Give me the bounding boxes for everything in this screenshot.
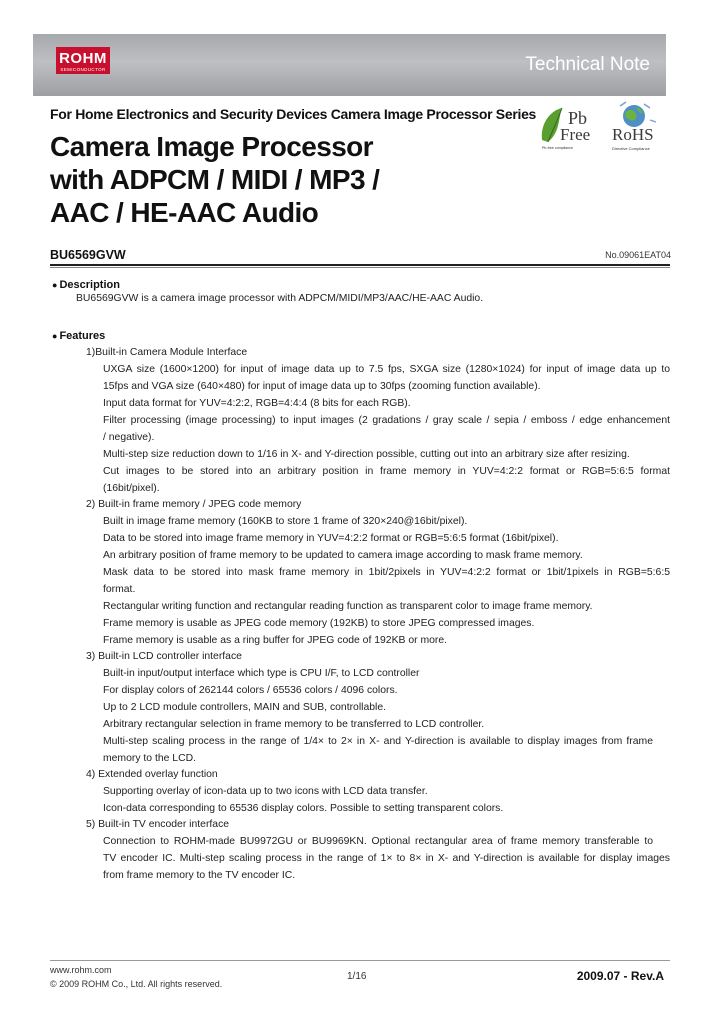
- technical-note-label: Technical Note: [525, 54, 650, 75]
- feature-line: Icon-data corresponding to 65536 display colors. Possible to setting transparent colors.: [103, 803, 504, 814]
- feature-group-2: 2) Built-in frame memory / JPEG code memory: [86, 499, 302, 510]
- feature-line: TV encoder IC. Multi-step scaling process in the range of 1× to 8× in X- and Y-direction is available for display images: [103, 853, 670, 864]
- footer-copyright: © 2009 ROHM Co., Ltd. All rights reserved.: [50, 979, 223, 989]
- feature-line: Filter processing (image processing) to input images (2 gradations / gray scale / sepia / emboss / edge enhancement: [103, 415, 670, 426]
- feature-line: Frame memory is usable as JPEG code memory (192KB) to store JPEG compressed images.: [103, 618, 535, 629]
- rohs-globe-icon: [606, 100, 676, 154]
- feature-line: Multi-step scaling process in the range of 1/4× to 2× in X- and Y-direction is available to display images from frame: [103, 736, 653, 747]
- description-heading: ● Description: [52, 279, 120, 291]
- features-heading: ● Features: [52, 330, 106, 342]
- bullet-icon: ●: [52, 331, 58, 341]
- logo-wordmark: ROHM: [59, 50, 107, 67]
- document-number: No.09061EAT04: [605, 250, 671, 260]
- description-text: BU6569GVW is a camera image processor with ADPCM/MIDI/MP3/AAC/HE-AAC Audio.: [76, 293, 484, 304]
- bullet-icon: ●: [52, 280, 58, 290]
- feature-line: Mask data to be stored into mask frame memory in 1bit/2pixels in YUV=4:2:2 format or 1bit/1pixels in RGB=5:6:5: [103, 567, 670, 578]
- feature-line: format.: [103, 584, 136, 595]
- feature-line: An arbitrary position of frame memory to be updated to camera image according to mask frame memory.: [103, 550, 583, 561]
- feature-line: Built in image frame memory (160KB to store 1 frame of 320×240@16bit/pixel).: [103, 516, 468, 527]
- title-divider-thin: [50, 267, 670, 268]
- feature-line: Up to 2 LCD module controllers, MAIN and SUB, controllable.: [103, 702, 386, 713]
- feature-line: UXGA size (1600×1200) for input of image data up to 7.5 fps, SXGA size (1280×1024) for input of image data up to: [103, 364, 670, 375]
- title-divider: [50, 264, 670, 266]
- feature-group-3: 3) Built-in LCD controller interface: [86, 651, 242, 662]
- rohs-text: RoHS: [612, 125, 654, 144]
- rohs-caption: Directive Compliance: [612, 146, 650, 151]
- feature-line: Cut images to be stored into an arbitrary position in frame memory in YUV=4:2:2 format or RGB=5:6:5 format: [103, 466, 670, 477]
- feature-line: Arbitrary rectangular selection in frame memory to be transferred to LCD controller.: [103, 719, 485, 730]
- feature-group-5: 5) Built-in TV encoder interface: [86, 819, 230, 830]
- feature-line: Input data format for YUV=4:2:2, RGB=4:4:4 (8 bits for each RGB).: [103, 398, 411, 409]
- feature-line: Frame memory is usable as a ring buffer for JPEG code of 192KB or more.: [103, 635, 448, 646]
- pb-caption: Pb-free compliance: [542, 146, 573, 150]
- feature-line: Multi-step size reduction down to 1/16 in X- and Y-direction possible, cutting out into an arbitrary size after resizing.: [103, 449, 630, 460]
- title-line-2: with ADPCM / MIDI / MP3 /: [50, 164, 380, 195]
- feature-group-1: 1)Built-in Camera Module Interface: [86, 347, 248, 358]
- title-line-1: Camera Image Processor: [50, 131, 373, 162]
- feature-line: Data to be stored into image frame memory in YUV=4:2:2 format or RGB=5:6:5 format (16bit/pixel).: [103, 533, 559, 544]
- feature-line: Rectangular writing function and rectangular reading function as transparent color to image frame memory.: [103, 601, 593, 612]
- rohm-logo: [56, 47, 110, 74]
- feature-line: For display colors of 262144 colors / 65536 colors / 4096 colors.: [103, 685, 398, 696]
- feature-line: 15fps and VGA size (640×480) for input of image data up to 30fps (zooming function available).: [103, 381, 541, 392]
- free-text: Free: [560, 125, 591, 144]
- series-heading: For Home Electronics and Security Devices Camera Image Processor Series: [50, 106, 537, 122]
- footer-divider: [50, 960, 670, 961]
- feature-line: memory to the LCD.: [103, 753, 196, 764]
- feature-line: from frame memory to the TV encoder IC.: [103, 870, 296, 881]
- feature-line: (16bit/pixel).: [103, 483, 160, 494]
- feature-line: / negative).: [103, 432, 155, 443]
- feature-line: Supporting overlay of icon-data up to two icons with LCD data transfer.: [103, 786, 428, 797]
- feature-line: Built-in input/output interface which type is CPU I/F, to LCD controller: [103, 668, 420, 679]
- title-line-3: AAC / HE-AAC Audio: [50, 197, 319, 228]
- feature-line: Connection to ROHM-made BU9972GU or BU9969KN. Optional rectangular area of frame memory transferable to: [103, 836, 653, 847]
- feature-group-4: 4) Extended overlay function: [86, 769, 218, 780]
- page-number: 1/16: [347, 971, 367, 982]
- logo-subtitle: SEMICONDUCTOR: [60, 67, 106, 72]
- footer-url[interactable]: www.rohm.com: [50, 965, 112, 975]
- pb-text: Pb: [568, 108, 588, 128]
- part-number: BU6569GVW: [50, 248, 126, 262]
- date-revision: 2009.07 - Rev.A: [576, 969, 664, 983]
- pb-free-leaf-icon: [538, 102, 610, 152]
